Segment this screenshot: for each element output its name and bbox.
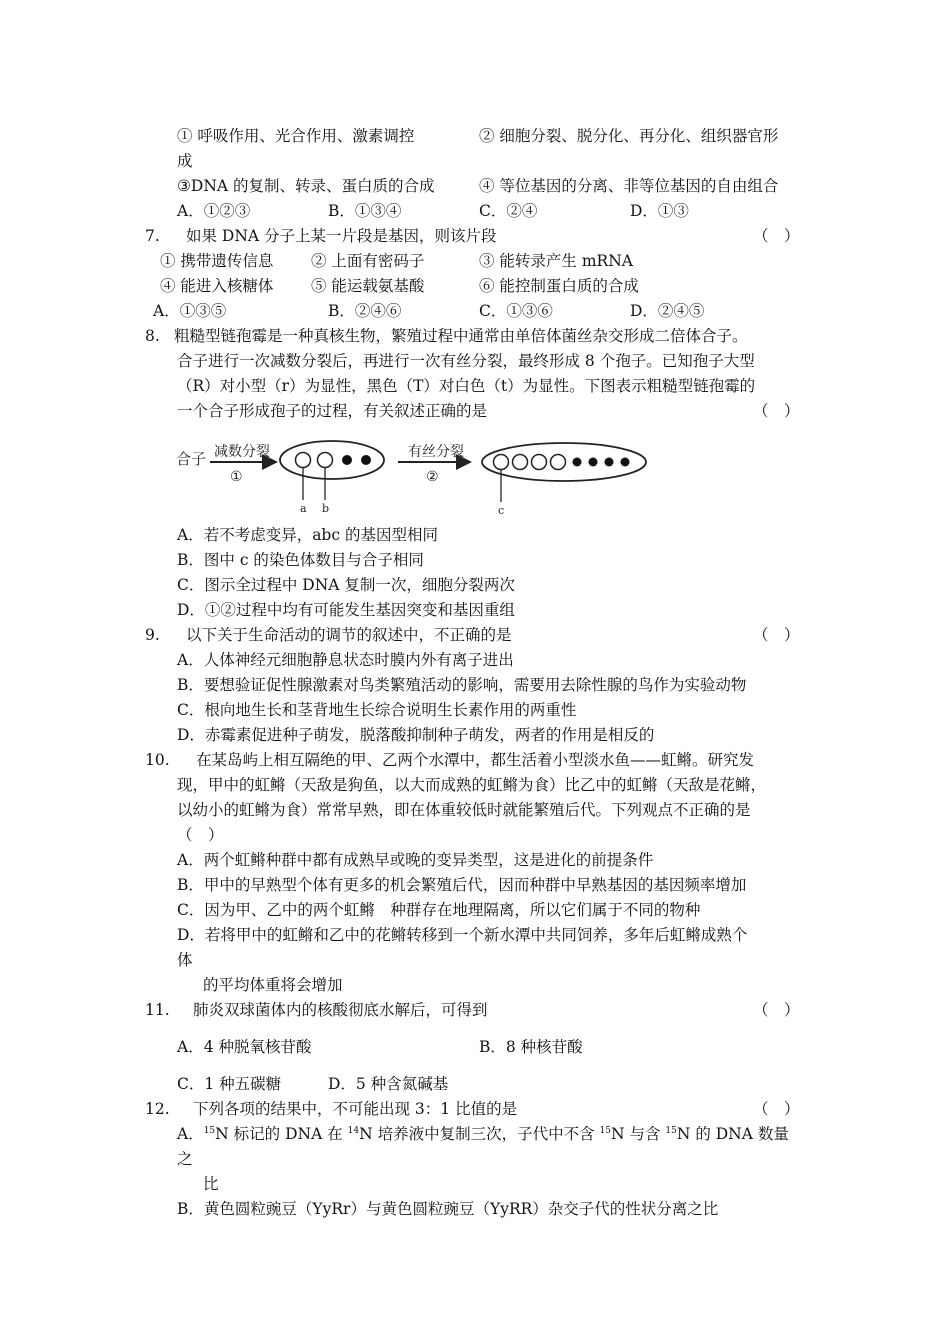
q8-number: 8.: [145, 327, 160, 345]
q12-option-a: A．$^{15}$N 标记的 DNA 在 $^{14}$N 培养液中复制三次，子代中不含 $^{15}$N 与含 $^{15}$N 的 DNA 数量: [177, 1125, 789, 1143]
q10-line-3: 以幼小的虹鳉为食）常常早熟，即在体重较低时就能繁殖后代。下列观点不正确的是: [177, 801, 751, 819]
q6-option-1: ① 呼吸作用、光合作用、激素调控: [177, 127, 415, 145]
figure-zygote-label: 合子: [176, 450, 207, 468]
q6-option-2: ② 细胞分裂、脱分化、再分化、组织器官形: [479, 127, 779, 145]
q7-statement-3: ③ 能转录产生 mRNA: [479, 252, 633, 270]
q8-option-c: C．图示全过程中 DNA 复制一次，细胞分裂两次: [177, 576, 515, 594]
spore-black: [342, 455, 352, 465]
q7-stem: 如果 DNA 分子上某一片段是基因，则该片段: [186, 227, 497, 245]
q8-option-a: A．若不考虑变异，abc 的基因型相同: [177, 526, 438, 544]
q9-number: 9.: [145, 626, 160, 644]
q11-answer-paren: （ ）: [753, 1001, 800, 1019]
q9-option-d: D．赤霉素促进种子萌发，脱落酸抑制种子萌发，两者的作用是相反的: [177, 726, 655, 744]
q10-line-1: 在某岛屿上相互隔绝的甲、乙两个水潭中，都生活着小型淡水鱼——虹鳉。研究发: [196, 751, 755, 769]
spore-formation-figure: [172, 430, 662, 522]
q7-statement-1: ① 携带遗传信息: [160, 252, 274, 270]
q9-option-c: C．根向地生长和茎背地生长综合说明生长素作用的两重性: [177, 701, 577, 719]
q7-number: 7.: [145, 227, 160, 245]
q9-option-b: B．要想验证促性腺激素对鸟类繁殖活动的影响，需要用去除性腺的鸟作为实验动物: [177, 676, 747, 694]
q7-choice-a: A．①③⑤: [153, 302, 227, 320]
figure-step-1: ①: [230, 469, 243, 485]
q12-option-a-cont2: 比: [203, 1175, 219, 1193]
q6-choice-b: B．①③④: [328, 202, 402, 220]
q7-statement-5: ⑤ 能运载氨基酸: [311, 277, 425, 295]
q11-stem: 肺炎双球菌体内的核酸彻底水解后，可得到: [193, 1001, 488, 1019]
q7-answer-paren: （ ）: [753, 227, 800, 245]
q9-option-a: A．人体神经元细胞静息状态时膜内外有离子进出: [177, 651, 514, 669]
q6-option-2-cont: 成: [177, 152, 193, 170]
q6-choice-d: D．①③: [630, 202, 689, 220]
figure-label-b: b: [322, 502, 330, 515]
q8-option-d: D．①②过程中均有可能发生基因突变和基因重组: [177, 601, 515, 619]
q6-choice-a: A．①②③: [177, 202, 251, 220]
q10-option-c: C．因为甲、乙中的两个虹鳉 种群存在地理隔离，所以它们属于不同的物种: [177, 901, 701, 919]
figure-label-c: c: [498, 504, 505, 517]
figure-meiosis-label: 减数分裂: [214, 444, 270, 460]
q12-option-b: B．黄色圆粒豌豆（YyRr）与黄色圆粒豌豆（YyRR）杂交子代的性状分离之比: [177, 1200, 719, 1218]
q6-choice-c: C．②④: [479, 202, 538, 220]
q10-option-d-cont2: 的平均体重将会增加: [203, 976, 343, 994]
q11-option-c: C．1 种五碳糖: [177, 1075, 282, 1093]
spore-black: [605, 458, 614, 467]
q6-option-3: ③DNA 的复制、转录、蛋白质的合成: [177, 177, 435, 195]
figure-mitosis-label: 有丝分裂: [408, 444, 464, 460]
q8-option-b: B．图中 c 的染色体数目与合子相同: [177, 551, 424, 569]
q10-answer-paren: （ ）: [177, 826, 224, 844]
spore-white: [296, 453, 311, 468]
spore-white: [532, 455, 547, 470]
q10-option-a: A．两个虹鳉种群中都有成熟早或晚的变异类型，这是进化的前提条件: [177, 851, 654, 869]
q7-statement-4: ④ 能进入核糖体: [160, 277, 274, 295]
q10-option-d: D．若将甲中的虹鳉和乙中的花鳉转移到一个新水潭中共同饲养，多年后虹鳉成熟个: [177, 926, 748, 944]
q8-line-2: 合子进行一次减数分裂后，再进行一次有丝分裂，最终形成 8 个孢子。已知孢子大型: [177, 352, 755, 370]
spore-black: [573, 458, 582, 467]
q10-option-b: B．甲中的早熟型个体有更多的机会繁殖后代，因而种群中早熟基因的基因频率增加: [177, 876, 747, 894]
q12-answer-paren: （ ）: [753, 1100, 800, 1118]
q7-choice-c: C．①③⑥: [479, 302, 553, 320]
spore-black: [361, 455, 371, 465]
figure-step-2: ②: [426, 469, 439, 485]
q11-option-d: D．5 种含氮碱基: [328, 1075, 449, 1093]
spore-black: [621, 458, 630, 467]
q12-stem: 下列各项的结果中，不可能出现 3：1 比值的是: [193, 1100, 518, 1118]
q7-statement-2: ② 上面有密码子: [311, 252, 425, 270]
q7-choice-b: B．②④⑥: [328, 302, 402, 320]
q9-stem: 以下关于生命活动的调节的叙述中，不正确的是: [186, 626, 512, 644]
q12-number: 12.: [145, 1100, 170, 1118]
q6-option-4: ④ 等位基因的分离、非等位基因的自由组合: [479, 177, 779, 195]
q8-line-1: 粗糙型链孢霉是一种真核生物，繁殖过程中通常由单倍体菌丝杂交形成二倍体合子。: [174, 327, 748, 345]
q11-option-a: A．4 种脱氧核苷酸: [177, 1038, 312, 1056]
q8-answer-paren: （ ）: [753, 402, 800, 420]
q7-statement-6: ⑥ 能控制蛋白质的合成: [479, 277, 639, 295]
spore-white: [318, 453, 333, 468]
q9-answer-paren: （ ）: [753, 626, 800, 644]
q12-option-a-cont: 之: [177, 1150, 193, 1168]
q8-line-4: 一个合子形成孢子的过程，有关叙述正确的是: [177, 402, 488, 420]
spore-white: [513, 455, 528, 470]
spore-white: [494, 455, 509, 470]
q10-line-2: 现，甲中的虹鳉（天敌是狗鱼，以大而成熟的虹鳉为食）比乙中的虹鳉（天敌是花鳉，: [177, 776, 767, 794]
q7-choice-d: D．②④⑤: [630, 302, 705, 320]
spore-black: [589, 458, 598, 467]
q11-option-b: B．8 种核苷酸: [479, 1038, 583, 1056]
q11-number: 11.: [145, 1001, 170, 1019]
q10-number: 10.: [145, 751, 170, 769]
q10-option-d-cont: 体: [177, 951, 193, 969]
figure-label-a: a: [300, 502, 307, 515]
q8-line-3: （R）对小型（r）为显性，黑色（T）对白色（t）为显性。下图表示粗糙型链孢霉的: [177, 377, 756, 395]
spore-white: [551, 455, 566, 470]
